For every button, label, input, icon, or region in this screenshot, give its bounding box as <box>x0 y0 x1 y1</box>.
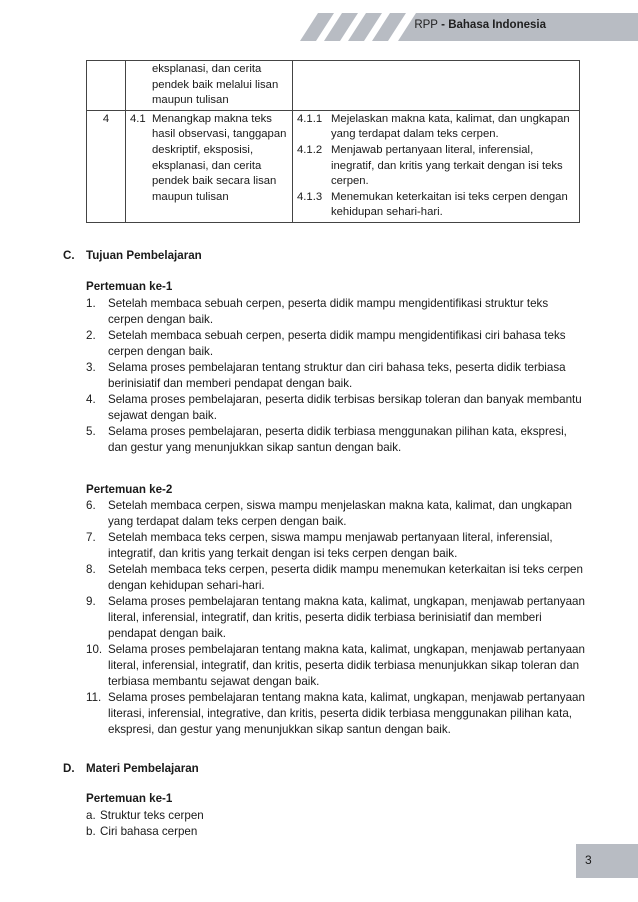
row-number-cell: 4 <box>87 110 126 222</box>
kd-cell <box>126 110 293 222</box>
header-title <box>414 19 546 31</box>
item-number: 1. <box>86 297 96 310</box>
list-item <box>86 360 586 392</box>
list-item <box>86 594 586 642</box>
page-number: 3 <box>585 853 592 867</box>
kd-number <box>130 62 152 109</box>
item-text: Selama proses pembelajaran tentang makna kata, kalimat, ungkapan, menjawab pertanyaan literal, inferensial, integratif, dan kritis, peserta didik terbiasa menunjukkan sikap toleran dan terbiasa membantu sejawat dengan baik. <box>108 643 585 688</box>
list-item <box>86 562 586 594</box>
item-number: b. <box>86 825 96 838</box>
table-row <box>87 110 580 222</box>
list-item <box>86 392 586 424</box>
item-text: Setelah membaca teks cerpen, peserta didik mampu menemukan keterkaitan isi teks cerpen dengan kehidupan sehari-hari. <box>108 563 583 592</box>
header-subject: Bahasa Indonesia <box>448 19 546 31</box>
item-text: Selama proses pembelajaran, peserta didik terbiasa menggunakan pilihan kata, ekspresi, dan gestur yang menunjukkan sikap santun dengan baik. <box>108 425 567 454</box>
table-row <box>87 61 580 111</box>
item-text: Selama proses pembelajaran tentang struktur dan ciri bahasa teks, peserta didik terbiasa berinisiatif dan memberi pendapat dengan baik. <box>108 361 566 390</box>
section-d-title: Materi Pembelajaran <box>86 762 199 775</box>
item-number: 3. <box>86 361 96 374</box>
kd-number: 4.1 <box>130 112 146 125</box>
item-text: Setelah membaca sebuah cerpen, peserta didik mampu mengidentifikasi ciri bahasa teks cerpen dengan baik. <box>108 329 566 358</box>
indicator-cell <box>293 110 580 222</box>
section-c-letter: C. <box>63 249 75 262</box>
indicator-cell <box>293 61 580 111</box>
item-number: 7. <box>86 531 96 544</box>
list-item <box>86 824 586 840</box>
indicator-number: 4.1.3 <box>297 190 323 203</box>
item-text: Ciri bahasa cerpen <box>100 825 198 838</box>
item-number: 9. <box>86 595 96 608</box>
meeting-1-title: Pertemuan ke-1 <box>86 280 173 293</box>
item-text: Setelah membaca sebuah cerpen, peserta didik mampu mengidentifikasi struktur teks cerpen dengan baik. <box>108 297 549 326</box>
meeting-2-title: Pertemuan ke-2 <box>86 483 173 496</box>
section-d-letter: D. <box>63 762 75 775</box>
item-number: 5. <box>86 425 96 438</box>
item-text: Selama proses pembelajaran, peserta didik terbisas bersikap toleran dan banyak membantu sejawat dengan baik. <box>108 393 582 422</box>
list-item <box>86 296 586 328</box>
header-separator: - <box>437 19 449 31</box>
item-text: Selama proses pembelajaran tentang makna kata, kalimat, ungkapan, menjawab pertanyaan literasi, inferensial, integrative, dan kritis, peserta didik terbiasa menggunakan pilihan kata, ekspresi, dan gestur yang menunjukkan sikap santun dengan baik. <box>108 691 585 736</box>
header-prefix: RPP <box>414 19 438 31</box>
competency-table <box>86 60 580 223</box>
item-number: 10. <box>86 643 103 656</box>
materials-meeting-1-title: Pertemuan ke-1 <box>86 792 173 805</box>
indicator-text: Menemukan keterkaitan isi teks cerpen dengan kehidupan sehari-hari. <box>331 190 568 219</box>
item-number: 4. <box>86 393 96 406</box>
kd-text: Menangkap makna teks hasil observasi, tanggapan deskriptif, eksposisi, eksplanasi, dan cerita pendek baik secara lisan maupun tulisan <box>152 112 287 203</box>
indicator-item <box>297 112 575 143</box>
objectives-list-2 <box>86 498 586 738</box>
materials-list <box>86 808 586 840</box>
row-number-cell <box>87 61 126 111</box>
section-c-title: Tujuan Pembelajaran <box>86 249 202 262</box>
kd-text: eksplanasi, dan cerita pendek baik melalui lisan maupun tulisan <box>152 63 279 107</box>
item-number: 6. <box>86 499 96 512</box>
item-text: Selama proses pembelajaran tentang makna kata, kalimat, ungkapan, menjawab pertanyaan literal, inferensial, integratif, dan kritis, peserta didik terbiasa berinisiatif dan memberi pendapat dengan baik. <box>108 595 585 640</box>
objectives-list-1 <box>86 296 586 456</box>
kd-cell <box>126 61 293 111</box>
list-item <box>86 808 586 824</box>
list-item <box>86 642 586 690</box>
list-item <box>86 424 586 456</box>
item-number: 2. <box>86 329 96 342</box>
item-number: 11. <box>86 691 102 704</box>
list-item <box>86 498 586 530</box>
list-item <box>86 328 586 360</box>
item-number: a. <box>86 809 96 822</box>
item-text: Setelah membaca teks cerpen, siswa mampu menjawab pertanyaan literal, inferensial, integratif, dan kritis yang terkait dengan isi teks cerpen dengan baik. <box>108 531 553 560</box>
list-item <box>86 690 586 738</box>
item-number: 8. <box>86 563 96 576</box>
indicator-text: Menjawab pertanyaan literal, inferensial, inegratif, dan kritis yang terkait dengan isi teks cerpen. <box>331 143 563 188</box>
list-item <box>86 530 586 562</box>
indicator-item <box>297 143 575 190</box>
item-text: Setelah membaca cerpen, siswa mampu menjelaskan makna kata, kalimat, dan ungkapan yang terdapat dalam teks cerpen dengan baik. <box>108 499 572 528</box>
item-text: Struktur teks cerpen <box>100 809 204 822</box>
indicator-number: 4.1.1 <box>297 112 323 125</box>
indicator-number: 4.1.2 <box>297 143 323 156</box>
indicator-text: Mejelaskan makna kata, kalimat, dan ungkapan yang terdapat dalam teks cerpen. <box>331 112 570 141</box>
indicator-item <box>297 190 575 221</box>
